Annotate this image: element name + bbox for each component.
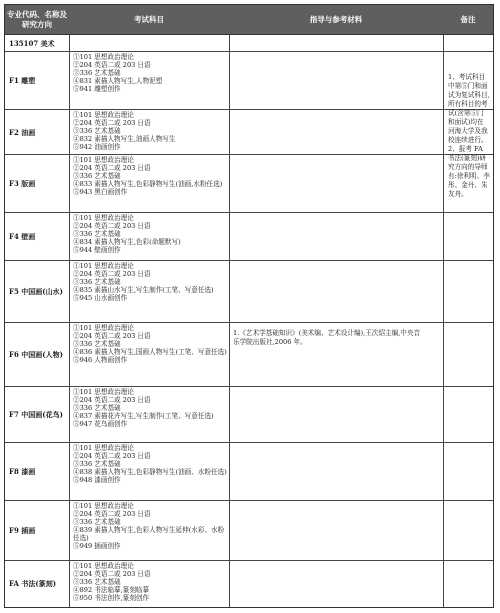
direction-name: FA 书法(篆刻) [9,578,57,588]
subject-item: ③336 艺术基础 [73,230,121,239]
subject-item: ④837 素描花卉写生,写生制作(工笔、写意任选) [73,412,214,421]
subject-item: ⑤942 油画创作 [73,143,121,152]
subject-item: ⑤950 书法创作,篆刻创作 [73,594,150,603]
subject-item: ⑤949 插画创作 [73,542,121,551]
subject-item: ②204 英语二或 203 日语 [73,270,151,279]
subject-item: ①101 思想政治理论 [73,444,134,452]
exam-table [4,4,494,608]
subject-item: ⑤945 山水画创作 [73,294,128,303]
direction-row [5,261,493,323]
subject-list [73,156,229,196]
subject-item: ①101 思想政治理论 [73,388,134,396]
header-notes: 备注 [460,15,476,24]
table-header [5,5,493,35]
subject-item: ②204 英语二或 203 日语 [73,119,151,128]
subject-item: ④834 素描人物写生,色彩(命题默写) [73,238,181,247]
subject-item: ②204 英语二或 203 日语 [73,222,151,231]
notes-text [448,73,490,199]
subject-list [73,324,229,364]
subject-list [73,111,229,151]
subject-item: ④835 素描山水写生,写生制作(工笔、写意任选) [73,286,214,295]
subject-item: ①101 思想政治理论 [73,562,134,570]
subject-item: ②204 英语二或 203 日语 [73,570,151,579]
direction-name: F5 中国画(山水) [9,287,63,296]
header-subjects: 考试科目 [134,15,164,24]
subject-item: ②204 英语二或 203 日语 [73,164,151,173]
direction-name: F3 版画 [9,179,36,188]
header-major: 专业代码、名称及研究方向 [7,10,67,29]
note-item: 1、考试科目中第⑤门和面试为复试科目,所有科目的考试(含第⑤门和面试)均在河海大学及我校连续进行。 [448,73,490,144]
direction-row [5,443,493,501]
reference-text: 1.《艺术学基础知识》(美术编、艺术设计编),王次炤主编,中央音乐学院出版社,2006 年。 [233,329,421,346]
subject-item: ③336 艺术基础 [73,172,121,181]
subject-item: ①101 思想政治理论 [73,156,134,164]
subject-item: ①101 思想政治理论 [73,53,134,61]
direction-name: F8 漆画 [9,467,36,476]
subject-item: ②204 英语二或 203 日语 [73,61,151,70]
subject-list [73,444,229,484]
subject-item: ①101 思想政治理论 [73,214,134,222]
subject-item: ⑤948 漆画创作 [73,476,121,485]
program-row [5,35,493,52]
subject-item: ③336 艺术基础 [73,69,121,78]
subject-item: ④831 素描人物写生,人物泥塑 [73,77,163,86]
subject-item: ③336 艺术基础 [73,460,121,469]
subject-item: ③336 艺术基础 [73,127,121,136]
subject-item: ④838 素描人物写生,色彩静物写生(油画、水粉任选) [73,468,227,477]
direction-name: F7 中国画(花鸟) [9,410,63,419]
subject-item: ④892 书法临摹,篆刻临摹 [73,586,150,595]
subject-list [73,262,229,302]
col-divider [69,35,70,607]
direction-row [5,110,493,155]
subject-item: ①101 思想政治理论 [73,111,134,119]
direction-row [5,501,493,561]
direction-row [5,561,493,605]
subject-item: ⑤944 壁画创作 [73,246,121,255]
subject-item: ⑤946 人物画创作 [73,356,128,365]
subject-item: ④839 素描人物写生,色彩人物写生延伸(水彩、水粉任选) [73,526,225,543]
subject-item: ④832 素描人物写生,油画人物写生 [73,135,176,144]
subject-item: ②204 英语二或 203 日语 [73,452,151,461]
direction-name: F6 中国画(人物) [9,350,63,359]
subject-item: ①101 思想政治理论 [73,324,134,332]
subject-item: ③336 艺术基础 [73,404,121,413]
direction-row [5,52,493,110]
subject-item: ②204 英语二或 203 日语 [73,396,151,405]
subject-item: ②204 英语二或 203 日语 [73,510,151,519]
subject-item: ③336 艺术基础 [73,578,121,587]
direction-name: F2 油画 [9,127,36,137]
note-item: 2、报考 FA 书法(篆刻)研究方向的导师有:徐利明、李彤、金丹、朱友舟。 [448,145,490,198]
header-refs: 指导与参考材料 [309,15,363,24]
subject-item: ⑤941 雕塑创作 [73,85,121,94]
subject-item: ①101 思想政治理论 [73,262,134,270]
direction-name: F9 插画 [9,526,36,535]
subject-list [73,214,229,254]
direction-row [5,213,493,261]
subject-item: ④833 素描人物写生,色彩静物写生(油画,水粉任选) [73,180,223,189]
direction-row [5,387,493,443]
subject-list [73,388,229,428]
subject-item: ③336 艺术基础 [73,518,121,527]
subject-list [73,562,229,602]
subject-item: ①101 思想政治理论 [73,502,134,510]
program-name: 135107 美术 [9,39,55,48]
direction-name: F1 雕塑 [9,76,36,85]
subject-item: ④836 素描人物写生,国画人物写生(工笔、写意任选) [73,348,227,357]
direction-row [5,155,493,213]
subject-item: ③336 艺术基础 [73,278,121,287]
subject-list [73,502,229,551]
subject-item: ③336 艺术基础 [73,340,121,349]
subject-item: ⑤943 黑白画创作 [73,188,128,197]
col-divider [229,35,230,607]
subject-list [73,53,229,93]
direction-name: F4 壁画 [9,232,36,241]
col-divider [443,35,444,607]
subject-item: ②204 英语二或 203 日语 [73,332,151,341]
subject-item: ⑤947 花鸟画创作 [73,420,128,429]
